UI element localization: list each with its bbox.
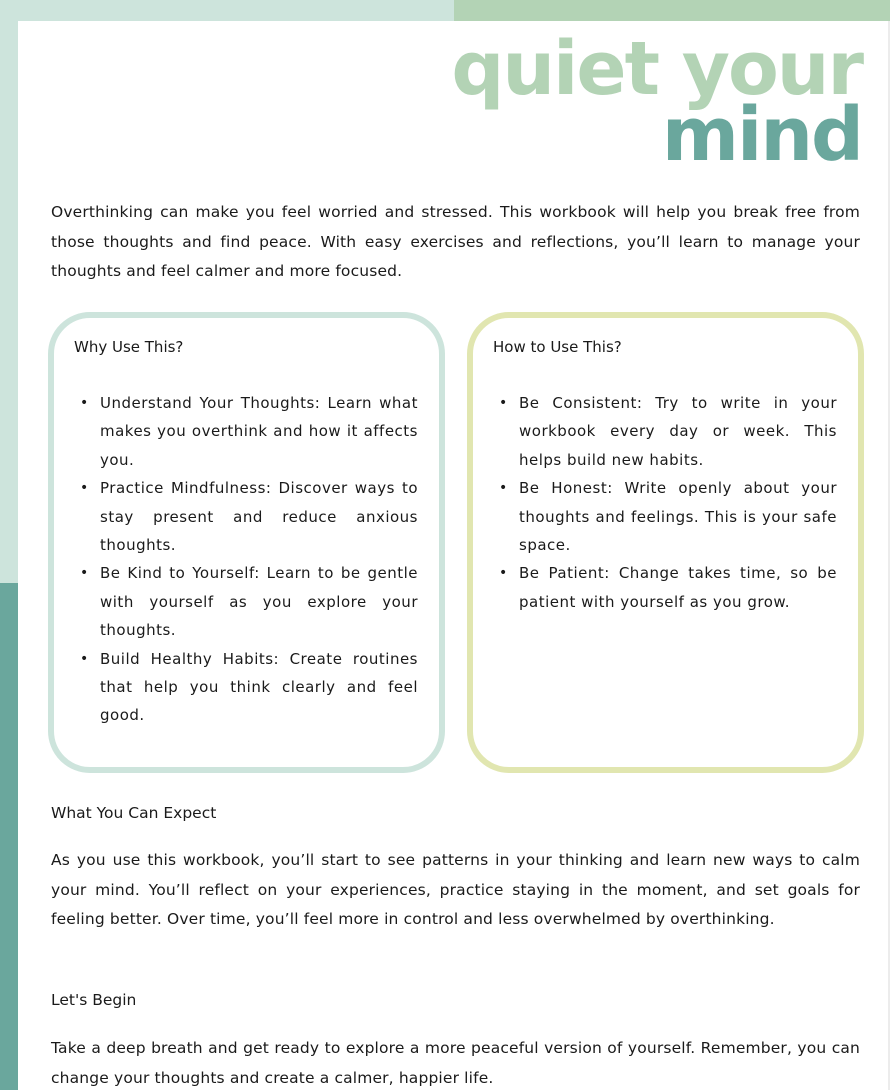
list-item: • Build Healthy Habits: Create routines that help you think clearly and feel good. <box>100 645 418 730</box>
bullet-icon: • <box>80 480 89 497</box>
list-item: • Practice Mindfulness: Discover ways to stay present and reduce anxious thoughts. <box>100 474 418 559</box>
bullet-icon: • <box>499 395 508 411</box>
begin-paragraph: Take a deep breath and get ready to explore a more peaceful version of yourself. Remember, you can change your thoughts and create a calmer, happier life. <box>51 1039 860 1087</box>
top-band-light <box>0 0 454 21</box>
begin-heading: Let's Begin <box>51 991 137 1009</box>
title-line-quiet-your: quiet your <box>451 26 862 112</box>
page-title <box>451 26 862 178</box>
intro-paragraph: Overthinking can make you feel worried and stressed. This workbook will help you break free from those thoughts and find peace. With easy exercises and reflections, you’ll learn to manage your thoughts and feel calmer and more focused. <box>51 203 860 281</box>
why-box-title: Why Use This? <box>74 338 184 356</box>
top-band-sage <box>454 0 890 21</box>
how-box-title: How to Use This? <box>493 338 622 356</box>
bullet-icon: • <box>80 565 89 582</box>
how-list <box>499 389 837 616</box>
list-item: • Be Honest: Write openly about your thoughts and feelings. This is your safe space. <box>519 474 837 559</box>
list-item: • Understand Your Thoughts: Learn what makes you overthink and how it affects you. <box>100 389 418 474</box>
bullet-icon: • <box>80 650 89 667</box>
how-to-use-this-box <box>467 312 864 773</box>
expect-heading: What You Can Expect <box>51 804 217 822</box>
bullet-icon: • <box>80 395 89 411</box>
expect-paragraph: As you use this workbook, you’ll start to see patterns in your thinking and learn new ways to calm your mind. You’ll reflect on your experiences, practice staying in the moment, and set goals for feeling better. Over time, you’ll feel more in control and less overwhelmed by overthinking. <box>51 851 860 929</box>
title-line-mind: mind <box>661 92 862 178</box>
list-item: • Be Patient: Change takes time, so be patient with yourself as you grow. <box>519 559 837 616</box>
list-item: • Be Consistent: Try to write in your workbook every day or week. This helps build new habits. <box>519 389 837 474</box>
bullet-icon: • <box>499 480 508 497</box>
left-band-dark <box>0 583 18 1090</box>
bullet-icon: • <box>499 565 508 582</box>
why-use-this-box <box>48 312 445 773</box>
why-list <box>80 389 418 730</box>
list-item: • Be Kind to Yourself: Learn to be gentle with yourself as you explore your thoughts. <box>100 559 418 644</box>
left-band-light <box>0 0 18 583</box>
